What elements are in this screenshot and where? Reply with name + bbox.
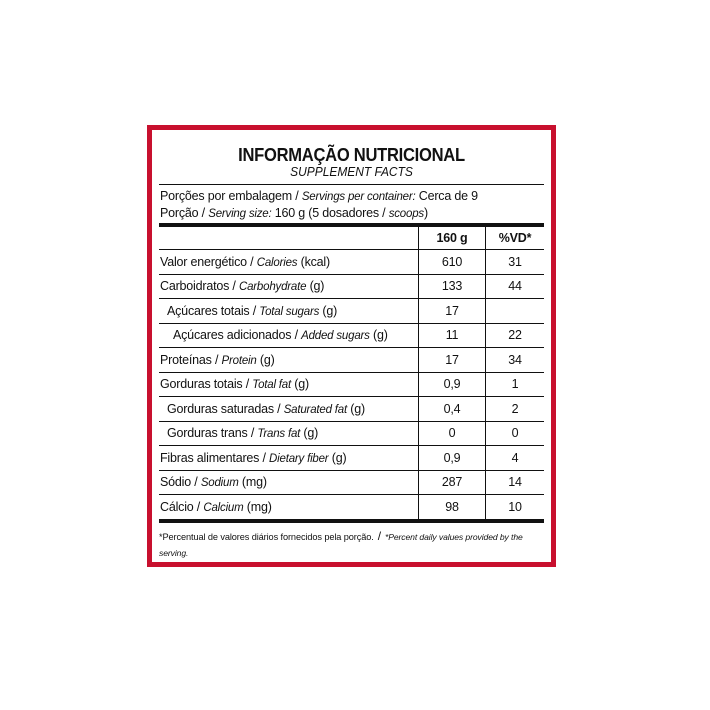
table-header-row: [159, 227, 544, 250]
row-amount: 610: [419, 250, 486, 275]
label-title: INFORMAÇÃO NUTRICIONAL: [238, 145, 465, 165]
row-unit: (g): [372, 328, 388, 343]
row-name: [159, 446, 419, 471]
servings-pt: Porções por embalagem /: [160, 189, 299, 203]
row-name-pt: Fibras alimentares /: [160, 450, 266, 465]
row-name-pt: Sódio /: [160, 475, 198, 490]
row-dv: 4: [486, 446, 545, 471]
table-row: [159, 421, 544, 446]
row-name-pt: Valor energético /: [160, 254, 254, 269]
row-unit: (kcal): [300, 254, 330, 269]
row-unit: (g): [309, 279, 325, 294]
row-dv: 1: [486, 372, 545, 397]
row-unit: (g): [350, 401, 365, 416]
row-dv: 22: [486, 323, 545, 348]
row-amount: 0,4: [419, 397, 486, 422]
nutrition-table: [159, 227, 544, 523]
row-name: [159, 421, 419, 446]
serving-close: ): [423, 206, 428, 220]
row-name-en: Calories: [256, 256, 298, 269]
row-dv: 34: [486, 348, 545, 373]
header-dv: %VD*: [486, 227, 545, 250]
row-name-en: Total sugars: [259, 305, 320, 318]
nutrition-label-inner: [159, 137, 544, 558]
nutrition-label: [147, 125, 556, 567]
serving-en: Serving size:: [208, 208, 272, 220]
row-amount: 287: [419, 470, 486, 495]
row-amount: 133: [419, 274, 486, 299]
row-amount: 98: [419, 495, 486, 521]
header-blank: [159, 227, 419, 250]
row-unit: (mg): [246, 499, 272, 514]
row-name-en: Calcium: [203, 501, 244, 514]
row-name-en: Added sugars: [301, 330, 370, 343]
table-row: [159, 299, 544, 324]
serving-value: 160 g (5 dosadores /: [274, 206, 386, 220]
table-row: [159, 397, 544, 422]
row-name-pt: Gorduras trans /: [167, 426, 255, 441]
row-name-pt: Cálcio /: [160, 499, 201, 514]
serving-size: [159, 205, 544, 222]
row-name: [159, 323, 419, 348]
divider: [159, 184, 544, 185]
row-name: [159, 495, 419, 521]
table-row: [159, 250, 544, 275]
row-name: [159, 372, 419, 397]
row-dv: 31: [486, 250, 545, 275]
serving-info: [159, 188, 544, 222]
row-name-pt: Gorduras saturadas /: [167, 401, 281, 416]
footnote-pt: *Percentual de valores diários fornecidos pela porção.: [159, 531, 374, 542]
row-amount: 11: [419, 323, 486, 348]
row-amount: 17: [419, 299, 486, 324]
row-name-en: Total fat: [252, 379, 291, 392]
row-name: [159, 274, 419, 299]
row-dv: 2: [486, 397, 545, 422]
row-amount: 0: [419, 421, 486, 446]
row-name-pt: Açúcares totais /: [167, 303, 257, 318]
row-name-pt: Proteínas /: [160, 352, 219, 367]
row-dv: 14: [486, 470, 545, 495]
row-unit: (g): [259, 352, 275, 367]
table-row: [159, 348, 544, 373]
table-row: [159, 495, 544, 521]
footnote-separator: /: [377, 528, 381, 543]
row-unit: (g): [303, 426, 319, 441]
row-unit: (g): [322, 303, 338, 318]
row-unit: (g): [331, 450, 347, 465]
table-row: [159, 274, 544, 299]
header-amount: 160 g: [419, 227, 486, 250]
row-dv: 44: [486, 274, 545, 299]
row-dv: 0: [486, 421, 545, 446]
row-name-pt: Carboidratos /: [160, 279, 236, 294]
row-amount: 0,9: [419, 446, 486, 471]
row-dv: [486, 299, 545, 324]
row-name: [159, 397, 419, 422]
row-unit: (g): [294, 377, 309, 392]
table-row: [159, 470, 544, 495]
row-name-en: Dietary fiber: [269, 452, 329, 465]
row-amount: 17: [419, 348, 486, 373]
servings-en: Servings per container:: [301, 191, 416, 203]
row-name: [159, 250, 419, 275]
footnote-en: *Percent daily values provided by the serving.: [159, 531, 523, 558]
row-amount: 0,9: [419, 372, 486, 397]
row-name-en: Saturated fat: [283, 403, 347, 416]
row-name: [159, 299, 419, 324]
table-row: [159, 372, 544, 397]
row-name-en: Sodium: [200, 477, 239, 490]
row-name-pt: Açúcares adicionados /: [173, 328, 298, 343]
row-name: [159, 470, 419, 495]
table-row: [159, 446, 544, 471]
footnote: [159, 528, 544, 561]
servings-per-container: [159, 188, 544, 205]
serving-en-unit: scoops: [388, 208, 424, 220]
row-name-en: Trans fat: [257, 428, 301, 441]
row-name-en: Protein: [221, 354, 257, 367]
row-unit: (mg): [241, 475, 267, 490]
serving-pt: Porção /: [160, 206, 205, 220]
label-subtitle: SUPPLEMENT FACTS: [290, 164, 413, 179]
servings-value: Cerca de 9: [418, 189, 478, 203]
row-name: [159, 348, 419, 373]
row-name-en: Carbohydrate: [239, 281, 307, 294]
row-name-pt: Gorduras totais /: [160, 377, 250, 392]
table-row: [159, 323, 544, 348]
row-dv: 10: [486, 495, 545, 521]
